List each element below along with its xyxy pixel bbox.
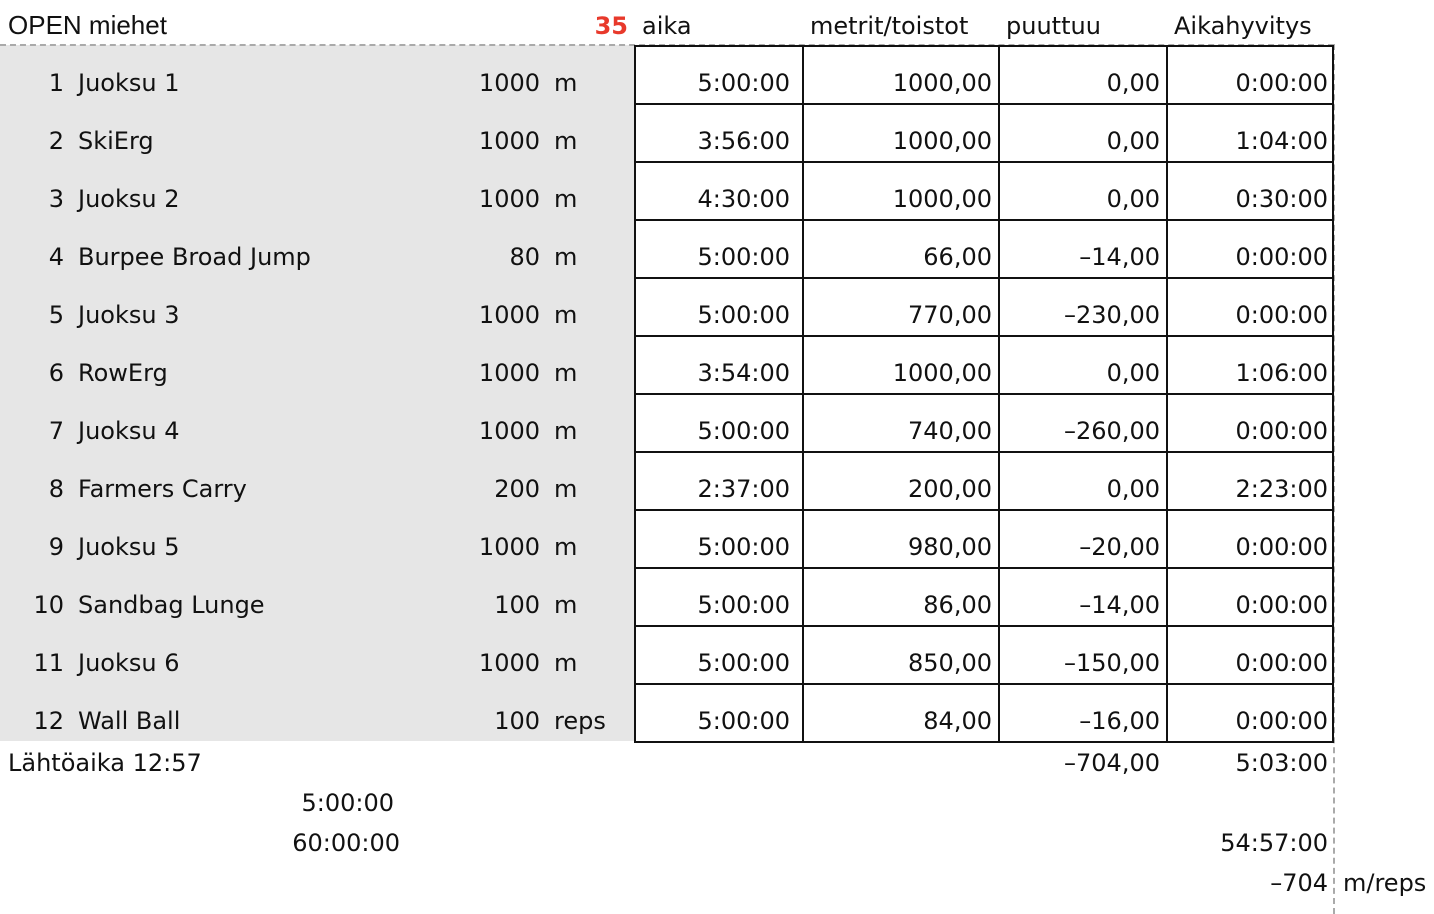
- row-number: 7: [48, 417, 64, 445]
- cell-aikahyvitys[interactable]: 0:00:00: [1235, 533, 1328, 561]
- start-time-label: Lähtöaika 12:57: [8, 749, 202, 777]
- cell-aika[interactable]: 5:00:00: [697, 591, 790, 619]
- station-amount: 1000: [478, 417, 540, 445]
- time-limit: 5:00:00: [301, 789, 394, 817]
- cell-aikahyvitys[interactable]: 2:23:00: [1235, 475, 1328, 503]
- cell-aikahyvitys[interactable]: 0:00:00: [1235, 707, 1328, 735]
- cell-metrit[interactable]: 86,00: [923, 591, 992, 619]
- table-row: [0, 567, 1334, 625]
- row-number: 8: [48, 475, 64, 503]
- cell-puuttuu[interactable]: –14,00: [1079, 591, 1160, 619]
- cell-metrit[interactable]: 200,00: [908, 475, 992, 503]
- cell-aika[interactable]: 5:00:00: [697, 417, 790, 445]
- row-number: 11: [33, 649, 64, 677]
- station-amount: 100: [494, 591, 540, 619]
- column-header-aika: aika: [642, 12, 692, 40]
- cell-aika[interactable]: 5:00:00: [697, 69, 790, 97]
- missing-unit: m/reps: [1343, 869, 1427, 897]
- sum-puuttuu: –704,00: [1064, 749, 1160, 777]
- station-amount: 1000: [478, 649, 540, 677]
- table-row: [0, 219, 1334, 277]
- station-unit: m: [554, 301, 578, 329]
- column-header-aikahyvitys: Aikahyvitys: [1174, 12, 1312, 40]
- station-unit: m: [554, 591, 578, 619]
- station-name: Juoksu 3: [78, 301, 180, 329]
- station-amount: 1000: [478, 69, 540, 97]
- station-name: Juoksu 5: [78, 533, 180, 561]
- final-time: 54:57:00: [1220, 829, 1328, 857]
- table-row: [0, 683, 1334, 741]
- cell-metrit[interactable]: 850,00: [908, 649, 992, 677]
- cell-metrit[interactable]: 980,00: [908, 533, 992, 561]
- cell-aikahyvitys[interactable]: 0:00:00: [1235, 301, 1328, 329]
- row-number: 2: [48, 127, 64, 155]
- table-row: [0, 335, 1334, 393]
- table-row: [0, 45, 1334, 103]
- cell-puuttuu[interactable]: –150,00: [1064, 649, 1160, 677]
- station-name: SkiErg: [78, 127, 154, 155]
- cell-puuttuu[interactable]: 0,00: [1106, 475, 1160, 503]
- station-name: Sandbag Lunge: [78, 591, 265, 619]
- station-unit: m: [554, 533, 578, 561]
- cell-metrit[interactable]: 1000,00: [892, 127, 992, 155]
- station-amount: 1000: [478, 533, 540, 561]
- total-time: 60:00:00: [292, 829, 400, 857]
- cell-puuttuu[interactable]: –260,00: [1064, 417, 1160, 445]
- row-number: 12: [33, 707, 64, 735]
- table-row: [0, 509, 1334, 567]
- cell-puuttuu[interactable]: 0,00: [1106, 69, 1160, 97]
- station-name: RowErg: [78, 359, 168, 387]
- row-number: 4: [48, 243, 64, 271]
- missing-total: –704: [1270, 869, 1328, 897]
- sheet-title: OPEN miehet: [8, 10, 167, 40]
- row-number: 6: [48, 359, 64, 387]
- station-unit: m: [554, 359, 578, 387]
- row-number: 9: [48, 533, 64, 561]
- cell-puuttuu[interactable]: –14,00: [1079, 243, 1160, 271]
- cell-aikahyvitys[interactable]: 0:00:00: [1235, 69, 1328, 97]
- row-number: 1: [48, 69, 64, 97]
- cell-puuttuu[interactable]: 0,00: [1106, 185, 1160, 213]
- station-unit: m: [554, 69, 578, 97]
- row-number: 5: [48, 301, 64, 329]
- cell-aikahyvitys[interactable]: 0:30:00: [1235, 185, 1328, 213]
- cell-aikahyvitys[interactable]: 0:00:00: [1235, 649, 1328, 677]
- cell-puuttuu[interactable]: –16,00: [1079, 707, 1160, 735]
- cell-metrit[interactable]: 1000,00: [892, 359, 992, 387]
- cell-metrit[interactable]: 1000,00: [892, 69, 992, 97]
- cell-metrit[interactable]: 66,00: [923, 243, 992, 271]
- cell-aikahyvitys[interactable]: 1:04:00: [1235, 127, 1328, 155]
- cell-puuttuu[interactable]: 0,00: [1106, 359, 1160, 387]
- station-unit: m: [554, 185, 578, 213]
- station-name: Juoksu 6: [78, 649, 180, 677]
- cell-metrit[interactable]: 740,00: [908, 417, 992, 445]
- cell-puuttuu[interactable]: –230,00: [1064, 301, 1160, 329]
- table-row: [0, 625, 1334, 683]
- cell-aika[interactable]: 4:30:00: [697, 185, 790, 213]
- cell-aika[interactable]: 5:00:00: [697, 649, 790, 677]
- station-amount: 1000: [478, 359, 540, 387]
- cell-aika[interactable]: 5:00:00: [697, 243, 790, 271]
- station-unit: m: [554, 649, 578, 677]
- cell-aika[interactable]: 2:37:00: [697, 475, 790, 503]
- station-name: Farmers Carry: [78, 475, 247, 503]
- row-number: 3: [48, 185, 64, 213]
- cell-aika[interactable]: 3:54:00: [697, 359, 790, 387]
- table-row: [0, 277, 1334, 335]
- station-name: Burpee Broad Jump: [78, 243, 311, 271]
- cell-aika[interactable]: 3:56:00: [697, 127, 790, 155]
- station-unit: m: [554, 417, 578, 445]
- participant-count: 35: [594, 12, 628, 40]
- row-number: 10: [33, 591, 64, 619]
- cell-aika[interactable]: 5:00:00: [697, 301, 790, 329]
- cell-aikahyvitys[interactable]: 1:06:00: [1235, 359, 1328, 387]
- cell-metrit[interactable]: 770,00: [908, 301, 992, 329]
- station-name: Juoksu 2: [78, 185, 180, 213]
- cell-aikahyvitys[interactable]: 0:00:00: [1235, 243, 1328, 271]
- station-amount: 1000: [478, 185, 540, 213]
- cell-aika[interactable]: 5:00:00: [697, 707, 790, 735]
- cell-metrit[interactable]: 1000,00: [892, 185, 992, 213]
- station-amount: 1000: [478, 127, 540, 155]
- station-amount: 100: [494, 707, 540, 735]
- cell-metrit[interactable]: 84,00: [923, 707, 992, 735]
- table-row: [0, 451, 1334, 509]
- table-row: [0, 103, 1334, 161]
- station-unit: m: [554, 127, 578, 155]
- station-amount: 80: [509, 243, 540, 271]
- station-name: Juoksu 1: [78, 69, 180, 97]
- station-unit: reps: [554, 707, 606, 735]
- station-unit: m: [554, 475, 578, 503]
- cell-aikahyvitys[interactable]: 0:00:00: [1235, 591, 1328, 619]
- table-row: [0, 393, 1334, 451]
- column-header-puuttuu: puuttuu: [1006, 12, 1101, 40]
- station-unit: m: [554, 243, 578, 271]
- cell-puuttuu[interactable]: –20,00: [1079, 533, 1160, 561]
- column-header-metrit: metrit/toistot: [810, 12, 969, 40]
- cell-puuttuu[interactable]: 0,00: [1106, 127, 1160, 155]
- station-amount: 1000: [478, 301, 540, 329]
- station-name: Wall Ball: [78, 707, 181, 735]
- cell-aikahyvitys[interactable]: 0:00:00: [1235, 417, 1328, 445]
- cell-aika[interactable]: 5:00:00: [697, 533, 790, 561]
- station-amount: 200: [494, 475, 540, 503]
- table-row: [0, 161, 1334, 219]
- sum-aikahyvitys: 5:03:00: [1235, 749, 1328, 777]
- station-name: Juoksu 4: [78, 417, 180, 445]
